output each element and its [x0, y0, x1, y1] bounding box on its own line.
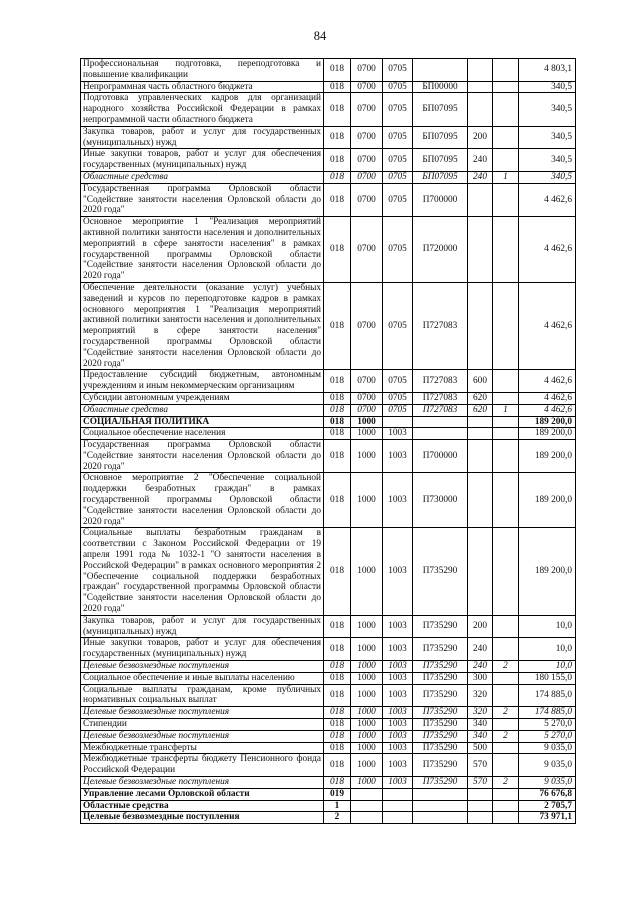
- table-row: [81, 707, 576, 719]
- chapter-code-cell: 018: [324, 742, 351, 754]
- chapter-code-cell: 018: [324, 217, 351, 283]
- expense-type-cell: 340: [468, 730, 493, 742]
- expense-type-cell: 240: [468, 638, 493, 661]
- target-article-cell: П727083: [413, 392, 468, 404]
- amount-cell: 189 200,0: [519, 473, 576, 528]
- source-code-cell: [493, 81, 519, 93]
- section-code-cell: 0700: [351, 126, 383, 149]
- section-code-cell: 0700: [351, 59, 383, 82]
- chapter-code-cell: 018: [324, 638, 351, 661]
- row-name-cell: Областные средства: [81, 404, 324, 416]
- subsection-code-cell: 0705: [383, 404, 413, 416]
- section-code-cell: [351, 788, 383, 800]
- chapter-code-cell: 018: [324, 126, 351, 149]
- target-article-cell: П735290: [413, 742, 468, 754]
- row-name-cell: Государственная программа Орловской области "Содействие занятости населения Орловской области до 2020 года": [81, 183, 324, 216]
- row-name-cell: Государственная программа Орловской области "Содействие занятости населения Орловской области до 2020 года": [81, 440, 324, 473]
- subsection-code-cell: 1003: [383, 528, 413, 615]
- source-code-cell: [493, 528, 519, 615]
- subsection-code-cell: 1003: [383, 428, 413, 440]
- section-code-cell: 0700: [351, 81, 383, 93]
- section-code-cell: [351, 812, 383, 824]
- subsection-code-cell: 1003: [383, 615, 413, 638]
- row-name-cell: Стипендии: [81, 719, 324, 731]
- amount-cell: 5 270,0: [519, 719, 576, 731]
- row-name-cell: Предоставление субсидий бюджетным, автономным учреждениям и иным некоммерческим организациям: [81, 370, 324, 393]
- chapter-code-cell: 019: [324, 788, 351, 800]
- subsection-code-cell: 0705: [383, 282, 413, 369]
- table-row: [81, 812, 576, 824]
- target-article-cell: П735290: [413, 638, 468, 661]
- chapter-code-cell: 018: [324, 81, 351, 93]
- target-article-cell: П727083: [413, 370, 468, 393]
- row-name-cell: СОЦИАЛЬНАЯ ПОЛИТИКА: [81, 416, 324, 428]
- chapter-code-cell: 018: [324, 473, 351, 528]
- expense-type-cell: [468, 93, 493, 126]
- target-article-cell: П735290: [413, 684, 468, 707]
- target-article-cell: [413, 416, 468, 428]
- table-row: [81, 742, 576, 754]
- subsection-code-cell: 0705: [383, 93, 413, 126]
- section-code-cell: 1000: [351, 777, 383, 789]
- amount-cell: 340,5: [519, 171, 576, 183]
- source-code-cell: [493, 59, 519, 82]
- source-code-cell: [493, 428, 519, 440]
- amount-cell: 174 885,0: [519, 684, 576, 707]
- target-article-cell: [413, 800, 468, 812]
- section-code-cell: 0700: [351, 149, 383, 172]
- table-row: [81, 661, 576, 673]
- expense-type-cell: 500: [468, 742, 493, 754]
- table-row: [81, 788, 576, 800]
- expense-type-cell: [468, 440, 493, 473]
- amount-cell: 9 035,0: [519, 777, 576, 789]
- table-row: [81, 684, 576, 707]
- row-name-cell: Областные средства: [81, 800, 324, 812]
- subsection-code-cell: 0705: [383, 217, 413, 283]
- source-code-cell: [493, 800, 519, 812]
- source-code-cell: [493, 788, 519, 800]
- section-code-cell: 0700: [351, 217, 383, 283]
- subsection-code-cell: [383, 812, 413, 824]
- amount-cell: 10,0: [519, 615, 576, 638]
- source-code-cell: [493, 93, 519, 126]
- amount-cell: 4 462,6: [519, 183, 576, 216]
- target-article-cell: [413, 812, 468, 824]
- expense-type-cell: 240: [468, 661, 493, 673]
- expense-type-cell: [468, 183, 493, 216]
- subsection-code-cell: [383, 416, 413, 428]
- expense-type-cell: 320: [468, 707, 493, 719]
- section-code-cell: 1000: [351, 719, 383, 731]
- source-code-cell: [493, 149, 519, 172]
- section-code-cell: 0700: [351, 93, 383, 126]
- table-row: [81, 672, 576, 684]
- table-row: [81, 730, 576, 742]
- row-name-cell: Социальное обеспечение населения: [81, 428, 324, 440]
- section-code-cell: 1000: [351, 754, 383, 777]
- section-code-cell: 0700: [351, 370, 383, 393]
- expense-type-cell: [468, 528, 493, 615]
- chapter-code-cell: 018: [324, 428, 351, 440]
- budget-table: [80, 58, 576, 824]
- chapter-code-cell: 018: [324, 528, 351, 615]
- amount-cell: 340,5: [519, 93, 576, 126]
- table-row: [81, 754, 576, 777]
- target-article-cell: БП07095: [413, 149, 468, 172]
- target-article-cell: [413, 59, 468, 82]
- source-code-cell: [493, 440, 519, 473]
- row-name-cell: Управление лесами Орловской области: [81, 788, 324, 800]
- table-row: [81, 81, 576, 93]
- section-code-cell: 0700: [351, 392, 383, 404]
- source-code-cell: 2: [493, 730, 519, 742]
- expense-type-cell: [468, 282, 493, 369]
- chapter-code-cell: 018: [324, 404, 351, 416]
- source-code-cell: [493, 370, 519, 393]
- source-code-cell: 2: [493, 707, 519, 719]
- section-code-cell: 1000: [351, 440, 383, 473]
- target-article-cell: [413, 428, 468, 440]
- table-row: [81, 615, 576, 638]
- target-article-cell: П735290: [413, 615, 468, 638]
- row-name-cell: Областные средства: [81, 171, 324, 183]
- target-article-cell: БП07095: [413, 126, 468, 149]
- amount-cell: 73 971,1: [519, 812, 576, 824]
- source-code-cell: [493, 392, 519, 404]
- chapter-code-cell: 018: [324, 672, 351, 684]
- section-code-cell: 1000: [351, 684, 383, 707]
- subsection-code-cell: 1003: [383, 719, 413, 731]
- subsection-code-cell: 0705: [383, 149, 413, 172]
- subsection-code-cell: 0705: [383, 126, 413, 149]
- chapter-code-cell: 018: [324, 370, 351, 393]
- row-name-cell: Целевые безвозмездные поступления: [81, 730, 324, 742]
- expense-type-cell: 570: [468, 777, 493, 789]
- subsection-code-cell: 0705: [383, 370, 413, 393]
- row-name-cell: Социальное обеспечение и иные выплаты населению: [81, 672, 324, 684]
- target-article-cell: БП07095: [413, 171, 468, 183]
- chapter-code-cell: 018: [324, 392, 351, 404]
- section-code-cell: 1000: [351, 473, 383, 528]
- subsection-code-cell: 1003: [383, 473, 413, 528]
- chapter-code-cell: 018: [324, 183, 351, 216]
- expense-type-cell: [468, 800, 493, 812]
- section-code-cell: 0700: [351, 183, 383, 216]
- page-number: 84: [313, 29, 327, 43]
- subsection-code-cell: 0705: [383, 59, 413, 82]
- source-code-cell: [493, 416, 519, 428]
- target-article-cell: П700000: [413, 183, 468, 216]
- expense-type-cell: 320: [468, 684, 493, 707]
- amount-cell: 340,5: [519, 126, 576, 149]
- amount-cell: 9 035,0: [519, 742, 576, 754]
- subsection-code-cell: 1003: [383, 672, 413, 684]
- target-article-cell: П735290: [413, 661, 468, 673]
- table-row: [81, 149, 576, 172]
- table-row: [81, 183, 576, 216]
- table-row: [81, 777, 576, 789]
- expense-type-cell: [468, 428, 493, 440]
- row-name-cell: Обеспечение деятельности (оказание услуг) учебных заведений и курсов по переподготовке кадров в рамках основного мероприятия 1 "Реализация мероприятий активной политики занятости населения и дополнительных мероприятий в сфере занятости населения" государственной программы Орловской области "Содействие занятости населения Орловской области до 2020 года": [81, 282, 324, 369]
- row-name-cell: Профессиональная подготовка, переподготовка и повышение квалификации: [81, 59, 324, 82]
- section-code-cell: 1000: [351, 428, 383, 440]
- row-name-cell: Целевые безвозмездные поступления: [81, 812, 324, 824]
- amount-cell: 4 462,6: [519, 392, 576, 404]
- section-code-cell: 1000: [351, 416, 383, 428]
- amount-cell: 189 200,0: [519, 428, 576, 440]
- source-code-cell: [493, 126, 519, 149]
- target-article-cell: П735290: [413, 672, 468, 684]
- target-article-cell: П735290: [413, 707, 468, 719]
- row-name-cell: Иные закупки товаров, работ и услуг для обеспечения государственных (муниципальных) нужд: [81, 149, 324, 172]
- expense-type-cell: [468, 812, 493, 824]
- subsection-code-cell: 1003: [383, 661, 413, 673]
- subsection-code-cell: 1003: [383, 730, 413, 742]
- row-name-cell: Межбюджетные трансферты: [81, 742, 324, 754]
- row-name-cell: Основное мероприятие 1 "Реализация мероприятий активной политики занятости населения и дополнительных мероприятий в сфере занятости населения" в рамках государственной программы Орловской области "Содействие занятости населения Орловской области до 2020 года": [81, 217, 324, 283]
- section-code-cell: 0700: [351, 282, 383, 369]
- subsection-code-cell: 1003: [383, 684, 413, 707]
- source-code-cell: [493, 672, 519, 684]
- table-row: [81, 528, 576, 615]
- source-code-cell: [493, 638, 519, 661]
- subsection-code-cell: 0705: [383, 171, 413, 183]
- table-row: [81, 416, 576, 428]
- expense-type-cell: [468, 416, 493, 428]
- chapter-code-cell: 018: [324, 440, 351, 473]
- section-code-cell: 1000: [351, 742, 383, 754]
- amount-cell: 4 462,6: [519, 217, 576, 283]
- target-article-cell: П735290: [413, 730, 468, 742]
- row-name-cell: Подготовка управленческих кадров для организаций народного хозяйства Российской Федерации в рамках непрограммной части областного бюджета: [81, 93, 324, 126]
- section-code-cell: 1000: [351, 638, 383, 661]
- expense-type-cell: 570: [468, 754, 493, 777]
- expense-type-cell: 340: [468, 719, 493, 731]
- expense-type-cell: [468, 59, 493, 82]
- subsection-code-cell: 0705: [383, 183, 413, 216]
- amount-cell: 9 035,0: [519, 754, 576, 777]
- source-code-cell: [493, 217, 519, 283]
- chapter-code-cell: 018: [324, 416, 351, 428]
- section-code-cell: 1000: [351, 672, 383, 684]
- target-article-cell: БП07095: [413, 93, 468, 126]
- amount-cell: 4 462,6: [519, 404, 576, 416]
- target-article-cell: П720000: [413, 217, 468, 283]
- row-name-cell: Целевые безвозмездные поступления: [81, 707, 324, 719]
- row-name-cell: Межбюджетные трансферты бюджету Пенсионного фонда Российской Федерации: [81, 754, 324, 777]
- target-article-cell: [413, 788, 468, 800]
- amount-cell: 10,0: [519, 638, 576, 661]
- amount-cell: 2 705,7: [519, 800, 576, 812]
- source-code-cell: [493, 684, 519, 707]
- target-article-cell: БП00000: [413, 81, 468, 93]
- amount-cell: 76 676,8: [519, 788, 576, 800]
- table-row: [81, 428, 576, 440]
- source-code-cell: [493, 183, 519, 216]
- section-code-cell: 1000: [351, 615, 383, 638]
- amount-cell: 10,0: [519, 661, 576, 673]
- amount-cell: 189 200,0: [519, 440, 576, 473]
- chapter-code-cell: 1: [324, 800, 351, 812]
- chapter-code-cell: 018: [324, 149, 351, 172]
- source-code-cell: 2: [493, 661, 519, 673]
- expense-type-cell: [468, 788, 493, 800]
- section-code-cell: 0700: [351, 171, 383, 183]
- expense-type-cell: [468, 217, 493, 283]
- expense-type-cell: 600: [468, 370, 493, 393]
- target-article-cell: П735290: [413, 777, 468, 789]
- chapter-code-cell: 018: [324, 719, 351, 731]
- amount-cell: 4 462,6: [519, 282, 576, 369]
- expense-type-cell: 620: [468, 404, 493, 416]
- subsection-code-cell: 1003: [383, 777, 413, 789]
- amount-cell: 180 155,0: [519, 672, 576, 684]
- amount-cell: 174 885,0: [519, 707, 576, 719]
- table-row: [81, 370, 576, 393]
- chapter-code-cell: 018: [324, 59, 351, 82]
- subsection-code-cell: 1003: [383, 754, 413, 777]
- source-code-cell: [493, 719, 519, 731]
- budget-table-body: [81, 59, 576, 824]
- amount-cell: 5 270,0: [519, 730, 576, 742]
- expense-type-cell: [468, 81, 493, 93]
- amount-cell: 4 803,1: [519, 59, 576, 82]
- row-name-cell: Социальные выплаты гражданам, кроме публичных нормативных социальных выплат: [81, 684, 324, 707]
- chapter-code-cell: 018: [324, 777, 351, 789]
- chapter-code-cell: 018: [324, 707, 351, 719]
- row-name-cell: Целевые безвозмездные поступления: [81, 661, 324, 673]
- row-name-cell: Иные закупки товаров, работ и услуг для обеспечения государственных (муниципальных) нужд: [81, 638, 324, 661]
- subsection-code-cell: 1003: [383, 638, 413, 661]
- source-code-cell: [493, 742, 519, 754]
- target-article-cell: П735290: [413, 719, 468, 731]
- subsection-code-cell: 1003: [383, 440, 413, 473]
- table-row: [81, 126, 576, 149]
- expense-type-cell: 200: [468, 615, 493, 638]
- chapter-code-cell: 018: [324, 730, 351, 742]
- amount-cell: 189 200,0: [519, 528, 576, 615]
- table-row: [81, 404, 576, 416]
- section-code-cell: 1000: [351, 661, 383, 673]
- row-name-cell: Целевые безвозмездные поступления: [81, 777, 324, 789]
- expense-type-cell: 620: [468, 392, 493, 404]
- table-row: [81, 800, 576, 812]
- subsection-code-cell: [383, 788, 413, 800]
- amount-cell: 4 462,6: [519, 370, 576, 393]
- chapter-code-cell: 018: [324, 615, 351, 638]
- table-row: [81, 392, 576, 404]
- table-row: [81, 217, 576, 283]
- target-article-cell: П735290: [413, 528, 468, 615]
- expense-type-cell: 240: [468, 149, 493, 172]
- expense-type-cell: 240: [468, 171, 493, 183]
- row-name-cell: Основное мероприятие 2 "Обеспечение социальной поддержки безработных граждан" в рамках государственной программы Орловской области "Содействие занятости населения Орловской области до 2020 года": [81, 473, 324, 528]
- section-code-cell: 0700: [351, 404, 383, 416]
- source-code-cell: 1: [493, 404, 519, 416]
- table-row: [81, 473, 576, 528]
- source-code-cell: 1: [493, 171, 519, 183]
- expense-type-cell: 300: [468, 672, 493, 684]
- target-article-cell: П735290: [413, 754, 468, 777]
- target-article-cell: П727083: [413, 282, 468, 369]
- table-row: [81, 719, 576, 731]
- subsection-code-cell: [383, 800, 413, 812]
- source-code-cell: [493, 754, 519, 777]
- subsection-code-cell: 0705: [383, 392, 413, 404]
- section-code-cell: [351, 800, 383, 812]
- row-name-cell: Социальные выплаты безработным гражданам в соответствии с Законом Российской Федерации от 19 апреля 1991 года № 1032-1 "О занятости населения в Российской Федерации" в рамках основного мероприятия 2 "Обеспечение социальной поддержки безработных граждан" государственной программы Орловской области "Содействие занятости населения Орловской области до 2020 года": [81, 528, 324, 615]
- amount-cell: 340,5: [519, 149, 576, 172]
- table-row: [81, 59, 576, 82]
- chapter-code-cell: 018: [324, 754, 351, 777]
- chapter-code-cell: 2: [324, 812, 351, 824]
- chapter-code-cell: 018: [324, 684, 351, 707]
- source-code-cell: [493, 812, 519, 824]
- table-row: [81, 93, 576, 126]
- amount-cell: 189 200,0: [519, 416, 576, 428]
- table-row: [81, 282, 576, 369]
- expense-type-cell: 200: [468, 126, 493, 149]
- subsection-code-cell: 0705: [383, 81, 413, 93]
- chapter-code-cell: 018: [324, 171, 351, 183]
- section-code-cell: 1000: [351, 707, 383, 719]
- subsection-code-cell: 1003: [383, 707, 413, 719]
- target-article-cell: П730000: [413, 473, 468, 528]
- source-code-cell: [493, 473, 519, 528]
- section-code-cell: 1000: [351, 730, 383, 742]
- amount-cell: 340,5: [519, 81, 576, 93]
- table-row: [81, 638, 576, 661]
- row-name-cell: Закупка товаров, работ и услуг для государственных (муниципальных) нужд: [81, 126, 324, 149]
- source-code-cell: 2: [493, 777, 519, 789]
- source-code-cell: [493, 615, 519, 638]
- section-code-cell: 1000: [351, 528, 383, 615]
- row-name-cell: Непрограммная часть областного бюджета: [81, 81, 324, 93]
- target-article-cell: П727083: [413, 404, 468, 416]
- expense-type-cell: [468, 473, 493, 528]
- row-name-cell: Закупка товаров, работ и услуг для государственных (муниципальных) нужд: [81, 615, 324, 638]
- target-article-cell: П700000: [413, 440, 468, 473]
- table-row: [81, 440, 576, 473]
- table-row: [81, 171, 576, 183]
- chapter-code-cell: 018: [324, 661, 351, 673]
- chapter-code-cell: 018: [324, 282, 351, 369]
- chapter-code-cell: 018: [324, 93, 351, 126]
- subsection-code-cell: 1003: [383, 742, 413, 754]
- row-name-cell: Субсидии автономным учреждениям: [81, 392, 324, 404]
- source-code-cell: [493, 282, 519, 369]
